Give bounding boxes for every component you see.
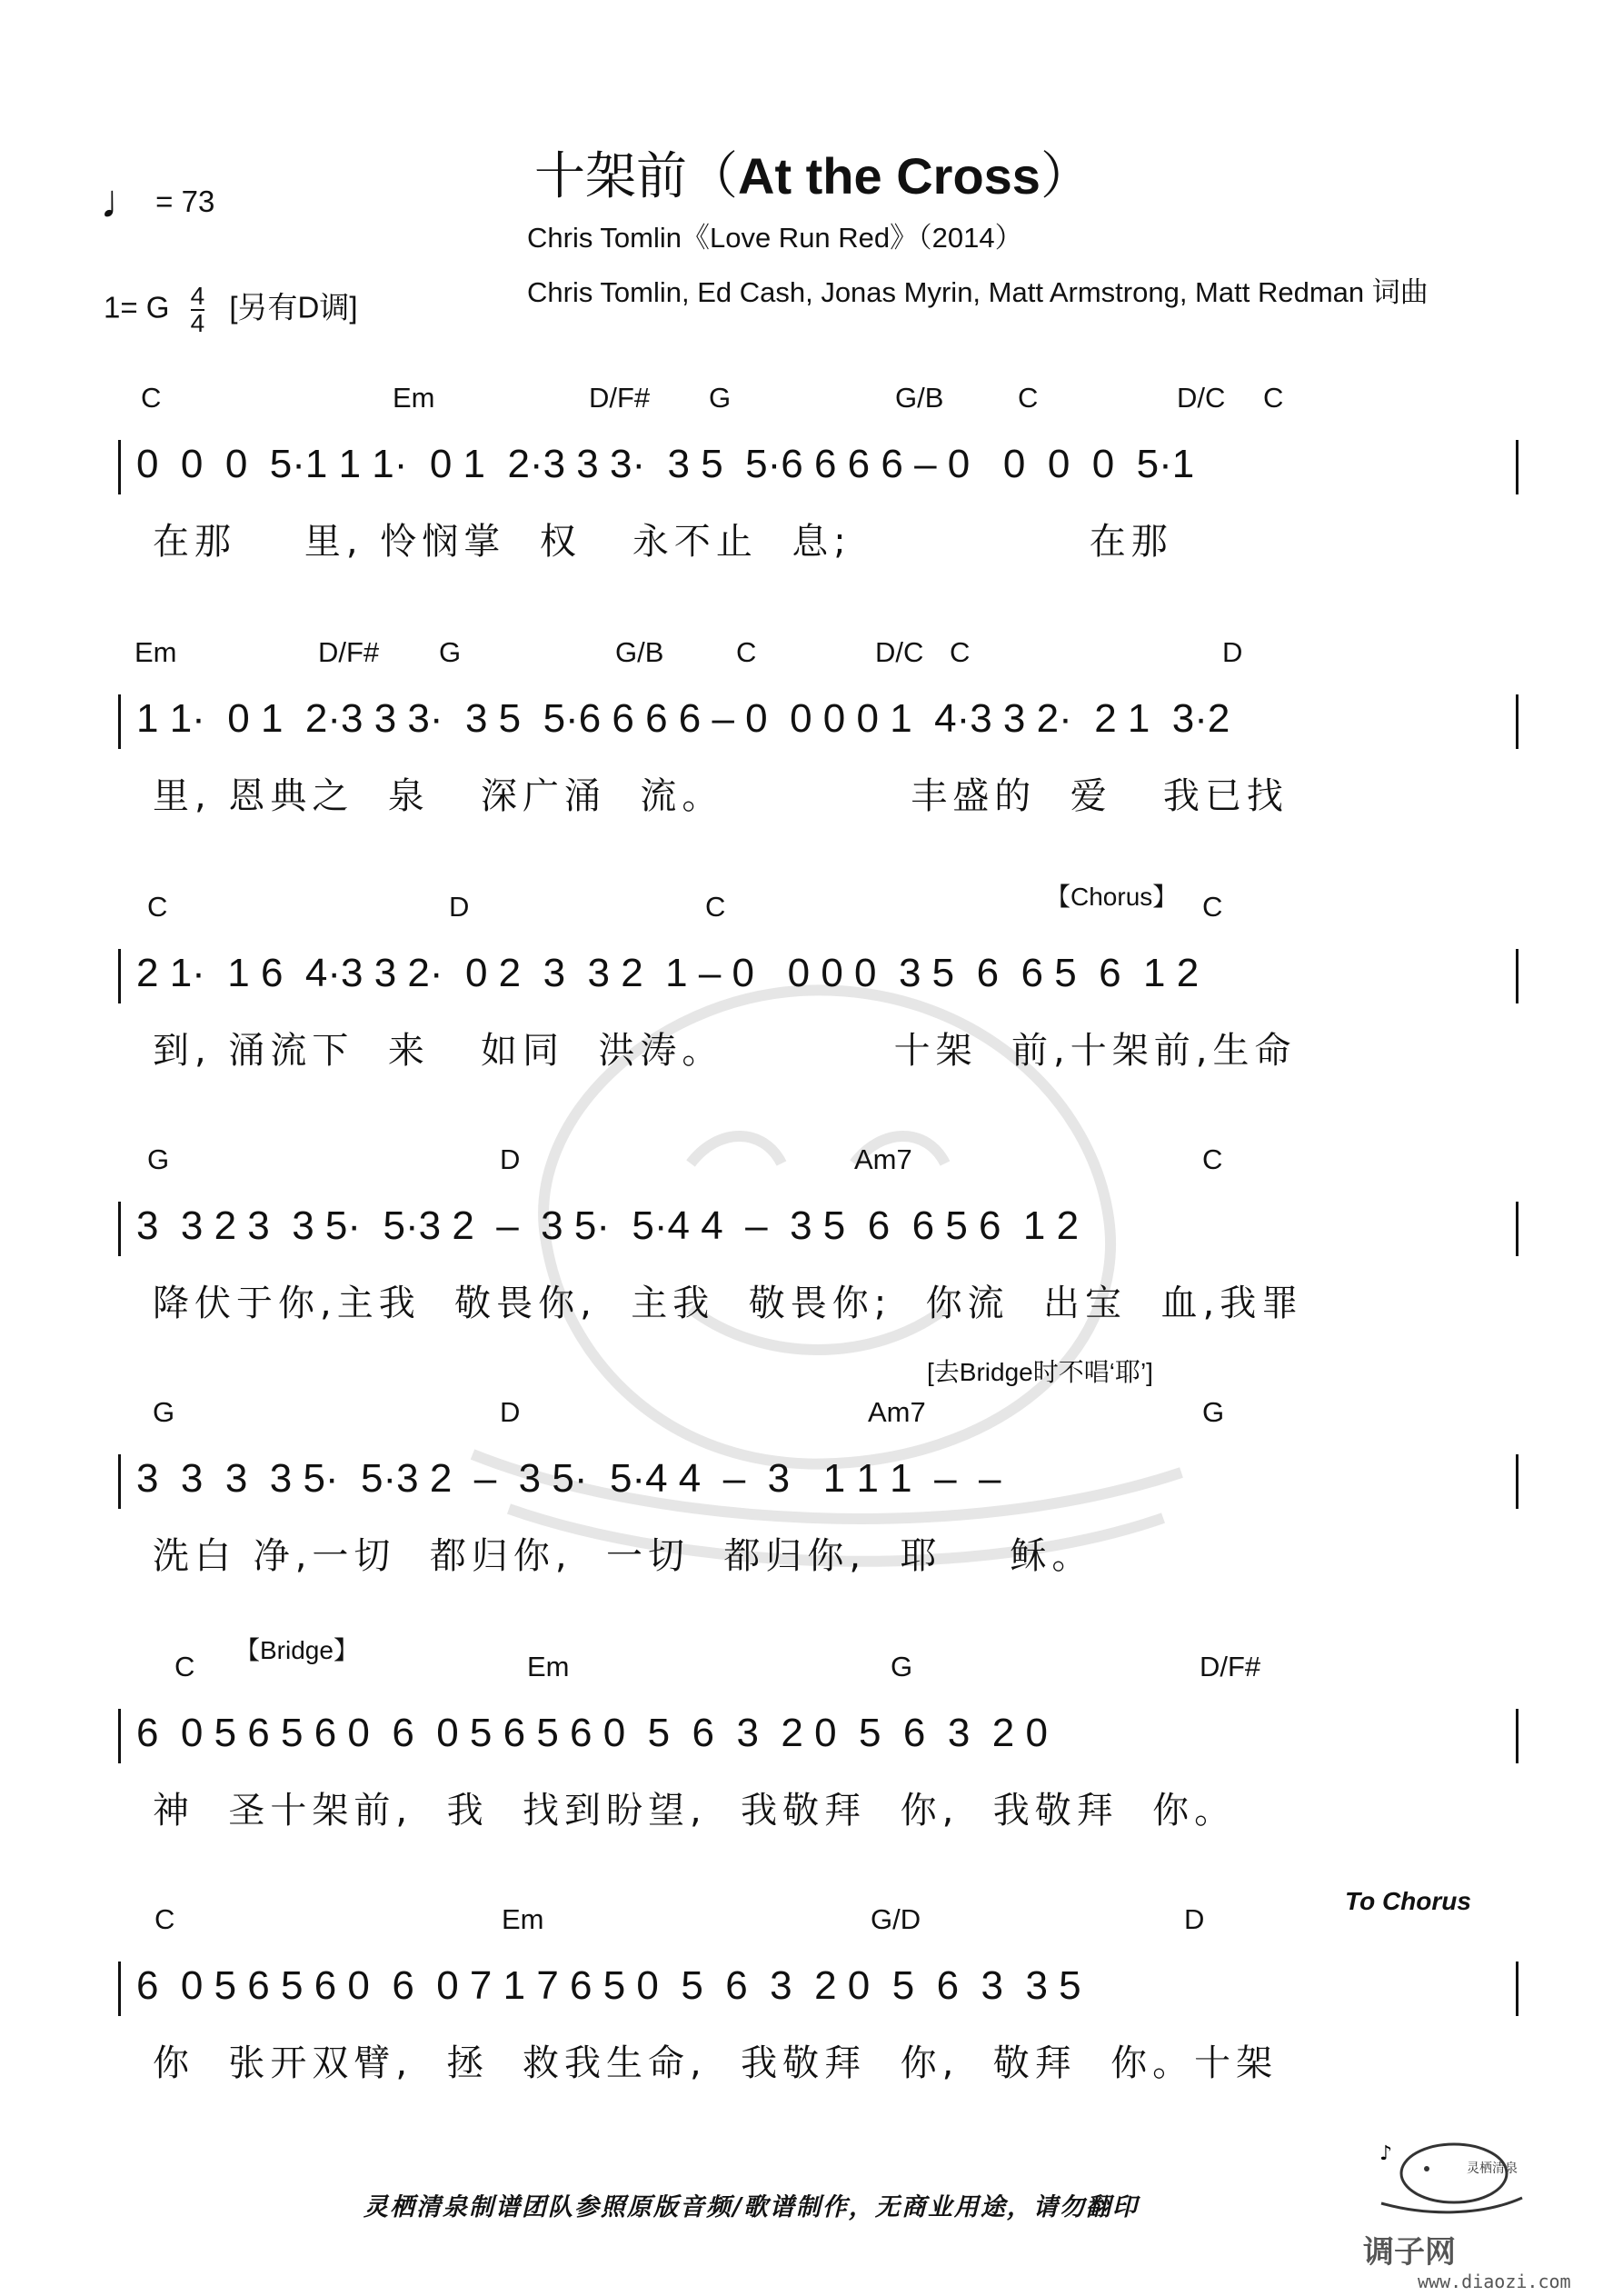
notation-line: 6 0 5 6 5 6 0 6 0 7 1 7 6 5 0 5 6 3 2 0 5 6 3 3 5 [136,1963,1081,2008]
album-info: Chris Tomlin《Love Run Red》（2014） [527,222,1023,254]
time-signature: $\frac{4}{4}$ [190,282,205,337]
chord-symbol: G [147,1143,170,1175]
chord-symbol: G/B [615,636,664,668]
chord-symbol: C [950,636,971,668]
chord-symbol: Am7 [854,1143,912,1175]
chord-symbol: D [1222,636,1243,668]
lyric-line: 里, 恩典之 泉 深广涌 流。 丰盛的 爱 我已找 [153,775,1289,817]
credits: Chris Tomlin, Ed Cash, Jonas Myrin, Matt Armstrong, Matt Redman 词曲 [527,276,1429,308]
lyric-line: 在那 里, 怜悯掌 权 永不止 息; 在那 [153,521,1173,563]
lyric-line: 降伏于你,主我 敬畏你, 主我 敬畏你; 你流 出宝 血,我罪 [153,1283,1304,1324]
svg-text:♪: ♪ [1379,2142,1393,2165]
chord-symbol: Em [134,636,177,668]
bar-line [1516,1962,1518,2016]
chord-symbol: C [154,1903,175,1935]
chord-symbol: D [500,1396,521,1428]
notation-line: 3 3 2 3 3 5· 5·3 2 – 3 5· 5·4 4 – 3 5 6 6 5 6 1 2 [136,1203,1080,1248]
bar-line [1516,949,1518,1003]
tempo-marking: ♩ = 73 [100,175,215,228]
chord-symbol: G [891,1651,913,1682]
quarter-note-icon: ♩ [100,175,147,228]
score-row [0,382,1623,618]
chord-symbol: D/C [1177,382,1226,414]
bar-line [118,694,121,749]
chord-symbol: G/B [895,382,944,414]
bar-line [1516,694,1518,749]
footer-notice: 灵栖清泉制谱团队参照原版音频/歌谱制作，无商业用途，请勿翻印 [363,2193,1139,2221]
score-row [0,883,1623,1127]
bar-line [118,440,121,494]
notation-line: 6 0 5 6 5 6 0 6 0 5 6 5 6 0 5 6 3 2 0 5 6 3 2 0 [136,1711,1048,1755]
section-marker: To Chorus [1345,1887,1471,1915]
chord-symbol: G/D [871,1903,921,1935]
chord-symbol: G [709,382,732,414]
section-marker: 【Chorus】 [1045,883,1179,911]
notation-line: 0 0 0 5·1 1 1· 0 1 2·3 3 3· 3 5 5·6 6 6 6 – 0 0 0 0 5·1 [136,442,1195,486]
score-row [0,1636,1623,1887]
bar-line [118,1202,121,1256]
chord-symbol: G [153,1396,175,1428]
chord-symbol: D [500,1143,521,1175]
score-row [0,636,1623,873]
chord-symbol: D/F# [1200,1651,1261,1682]
key-signature: 1= G $\frac{4}{4}$ [另有D调] [104,282,358,337]
chord-symbol: Am7 [868,1396,926,1428]
score-row [0,1358,1623,1632]
lyric-line: 神 圣十架前, 我 找到盼望, 我敬拜 你, 我敬拜 你。 [153,1790,1237,1832]
chord-symbol: G [1202,1396,1225,1428]
chord-symbol: Em [502,1903,544,1935]
score-row [0,1887,1623,2140]
notation-line: 2 1· 1 6 4·3 3 2· 0 2 3 3 2 1 – 0 0 0 0 3 5 6 6 5 6 1 2 [136,951,1200,995]
chord-symbol: D/C [875,636,924,668]
chord-symbol: D/F# [318,636,380,668]
logo-sheep-icon [1372,2132,1527,2214]
score-row [0,1143,1623,1380]
chord-symbol: C [1202,1143,1223,1175]
chord-symbol: C [141,382,162,414]
bar-line [1516,1709,1518,1763]
bar-line [118,949,121,1003]
chord-symbol: C [1202,891,1223,923]
chord-symbol: D [449,891,470,923]
bar-line [118,1709,121,1763]
chord-symbol: D/F# [589,382,651,414]
chord-symbol: Em [527,1651,570,1682]
lyric-line: 洗白 净,一切 都归你, 一切 都归你, 耶 稣。 [153,1535,1094,1577]
bar-line [1516,1454,1518,1509]
chord-symbol: D [1184,1903,1205,1935]
chord-symbol: Em [393,382,435,414]
site-name: 调子网 [1363,2234,1456,2271]
section-marker: 【Bridge】 [234,1636,359,1664]
chord-symbol: C [147,891,168,923]
bar-line [1516,440,1518,494]
bar-line [1516,1202,1518,1256]
site-url: www.diaozi.com [1418,2271,1571,2292]
chord-symbol: G [439,636,462,668]
chord-symbol: C [174,1651,195,1682]
chord-symbol: C [705,891,726,923]
notation-line: 1 1· 0 1 2·3 3 3· 3 5 5·6 6 6 6 – 0 0 0 0 1 4·3 3 2· 2 1 3·2 [136,696,1230,741]
bar-line [118,1454,121,1509]
notation-line: 3 3 3 3 5· 5·3 2 – 3 5· 5·4 4 – 3 1 1 1 – – [136,1456,1001,1501]
chord-symbol: C [1018,382,1039,414]
chord-symbol: C [736,636,757,668]
lyric-line: 你 张开双臂, 拯 救我生命, 我敬拜 你, 敬拜 你。十架 [153,2042,1279,2084]
bar-line [118,1962,121,2016]
song-title: 十架前（At the Cross） [534,147,1091,206]
svg-text:灵栖清泉: 灵栖清泉 [1467,2161,1518,2176]
chord-symbol: C [1263,382,1284,414]
section-marker: [去Bridge时不唱‘耶’] [927,1358,1153,1386]
lyric-line: 到, 涌流下 来 如同 洪涛。 十架 前,十架前,生命 [153,1030,1297,1072]
